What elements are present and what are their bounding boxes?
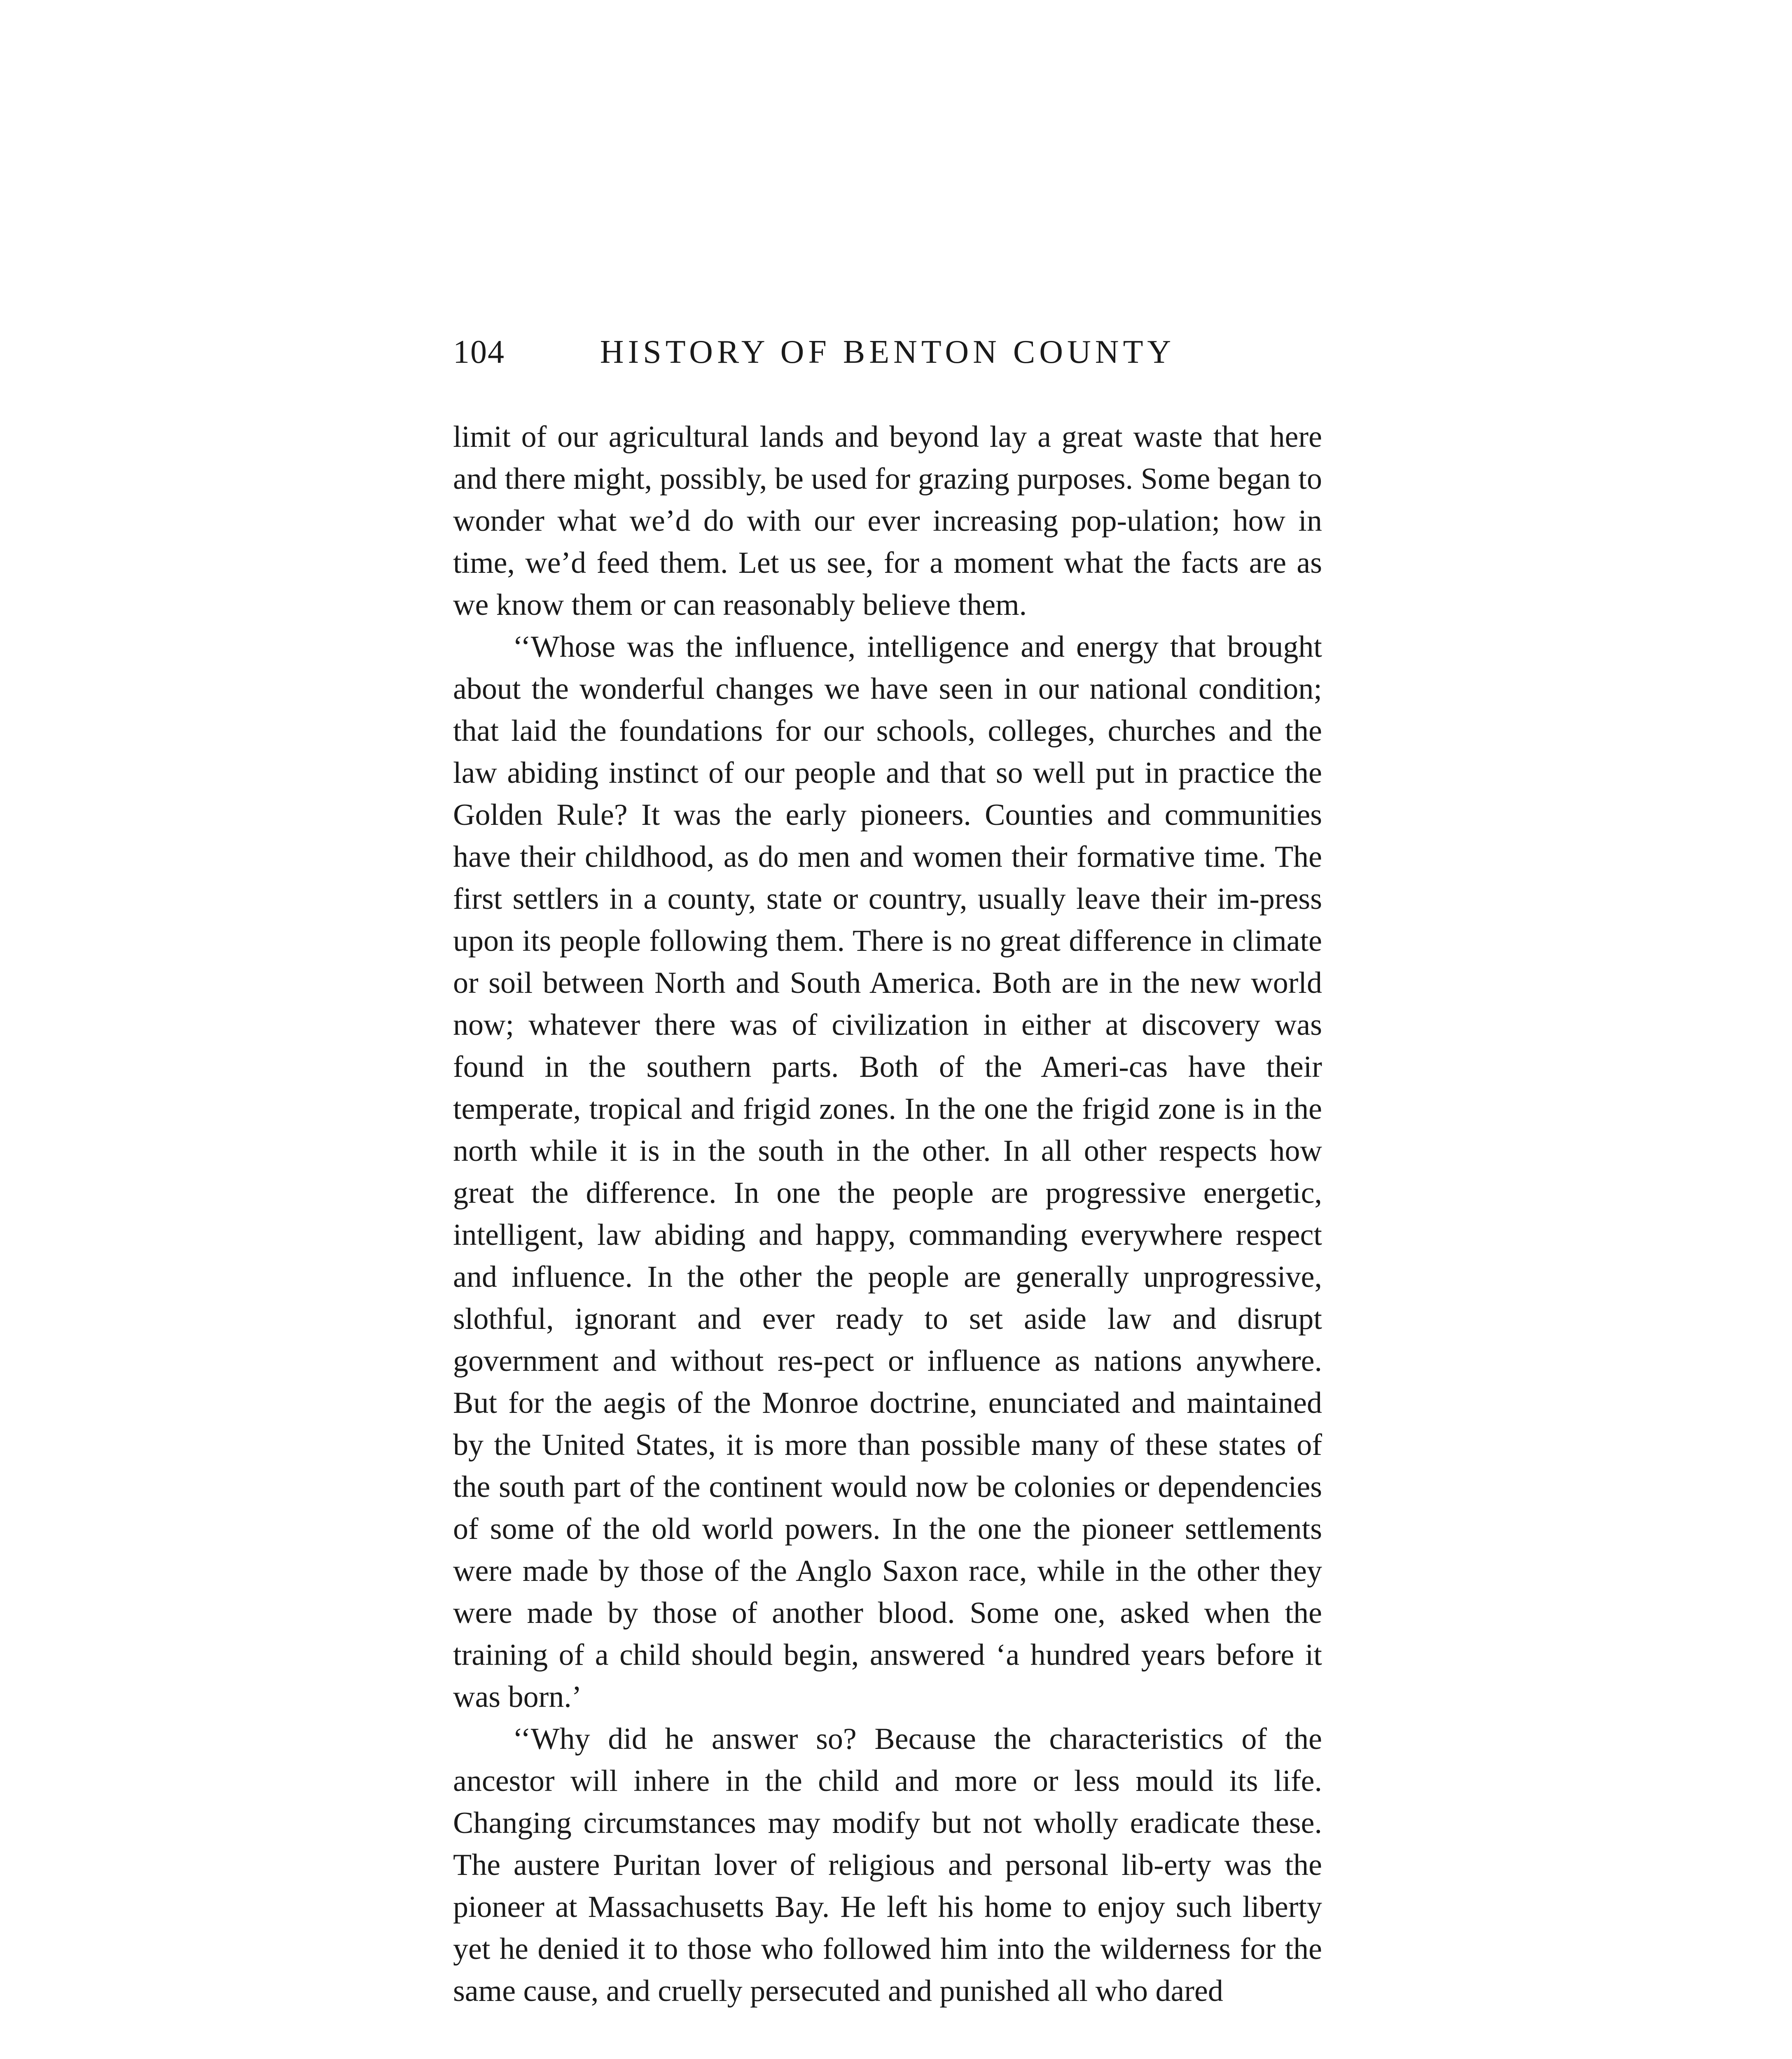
paragraph-2: ‘‘Whose was the influence, intelligence and energy that brought about the wonderful changes we have seen in our national condition; that laid the foundations for our schools, colleges, churches and the law abiding instinct of our people and that so well put in practice the Golden Rule? It was the early pioneers. Counties and communities have their childhood, as do men and women their formative time. The first settlers in a county, state or country, usually leave their im-press upon its people following them. There is no great difference in climate or soil between North and South America. Both are in the new world now; whatever there was of civilization in either at discovery was found in the southern parts. Both of the Ameri-cas have their temperate, tropical and frigid zones. In the one the frigid zone is in the north while it is in the south in the other. In all other respects how great the difference. In one the people are progressive energetic, intelligent, law abiding and happy, commanding everywhere respect and influence. In the other the people are generally unprogressive, slothful, ignorant and ever ready to set aside law and disrupt government and without res-pect or influence as nations anywhere. But for the aegis of the Monroe doctrine, enunciated and maintained by the United States, it is more than possible many of these states of the south part of the continent would now be colonies or dependencies of some of the old world powers. In the one the pioneer settlements were made by those of the Anglo Saxon race, while in the other they were made by those of another blood. Some one, asked when the training of a child should begin, answered ‘a hundred years before it was born.’ [453,630,1322,1714]
page-number: 104 [453,334,505,370]
running-head [453,329,1322,375]
paragraph-1: limit of our agricultural lands and beyond lay a great waste that here and there might, possibly, be used for grazing purposes. Some began to wonder what we’d do with our ever increasing pop-ulation; how in time, we’d feed them. Let us see, for a moment what the facts are as we know them or can reasonably believe them. [453,420,1322,622]
book-title: HISTORY OF BENTON COUNTY [600,334,1175,370]
paragraph-3: ‘‘Why did he answer so? Because the characteristics of the ancestor will inhere in the child and more or less mould its life. Changing circumstances may modify but not wholly eradicate these. The austere Puritan lover of religious and personal lib-erty was the pioneer at Massachusetts Bay. He left his home to enjoy such liberty yet he denied it to those who followed him into the wilderness for the same cause, and cruelly persecuted and punished all who dared [453,1722,1322,2008]
body-text [453,416,1322,2012]
